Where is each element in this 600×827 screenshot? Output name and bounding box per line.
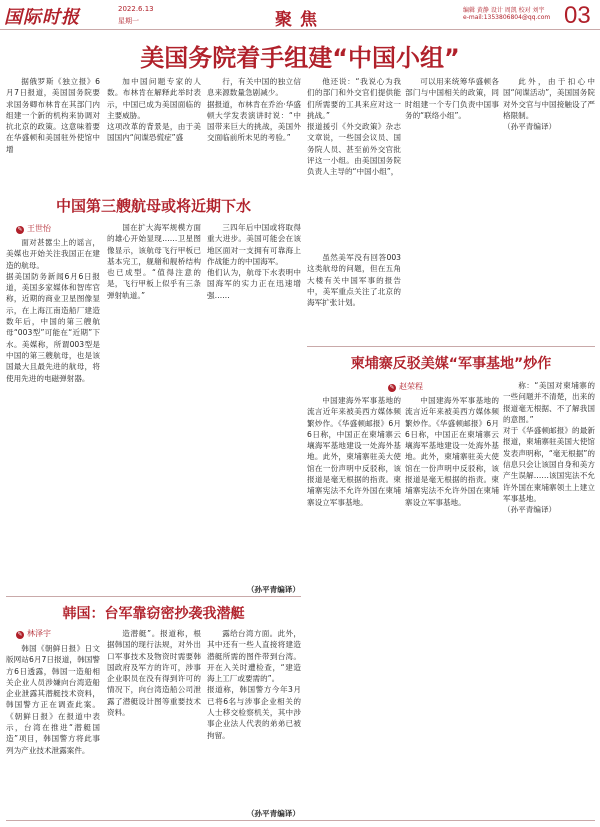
lead-article-col-2: 加中国问题专家的人数。布林肯在解释此举时表示，中国已成为美国面临的主要威胁。 这项改革的背景是，由于美国国内“间谍恐慌症”盛 (107, 77, 201, 143)
main-headline: 美国务院着手组建“中国小组” (140, 44, 460, 72)
carrier-article-col-2: 国在扩大海军规模方面的雄心开始显现……卫星图像显示，该航母飞行甲板已基本完工，舰艏和舰桥结构也已成型。“值得注意的是，飞行甲板上似乎有三条弹射轨道。” (107, 223, 201, 300)
korea-byline-name: 林泽宇 (27, 629, 51, 638)
cambodia-byline-name: 赵荣程 (399, 382, 423, 391)
carrier-article-col-3: 三四年后中国或将取得重大进步。美国可能会在该地区面对一支拥有可靠海上作战能力的中国海军。 他们认为，航母下水表明中国海军的实力正在迅速增强…… (207, 223, 301, 300)
korea-article-col-2: 造潜艇”。报道称，根据韩国的现行法规，对外出口军事技术及物资时需要韩国政府及军方的许可，涉事企业职员在没有得到许可的情况下，向台湾造船公司泄露了潜艇设计图等重要技术资料。 (107, 629, 201, 718)
carrier-article-headline: 中国第三艘航母或将近期下水 (55, 197, 251, 215)
carrier-article-col-1: 面对甚嚣尘上的谣言，美媒也开始关注我国正在建造的航母。 据美国防务新闻6月6日报道，美国多家媒体和智库官称，近期的商业卫星图像显示，在上海江南造船厂建造数年后，中国的第三艘航母“003型”可能在“近期”下水。美媒称，所谓003型是中国的第三艘航母，也是该国最大且最先进的航母，将使用先进的电磁弹射器。 (6, 238, 100, 383)
cambodia-article-byline (388, 381, 423, 392)
divider-lead-cambodia (307, 346, 595, 347)
korea-article-headline: 韩国：台军靠窃密抄袭我潜艇 (62, 606, 245, 622)
pen-icon: ✎ (17, 226, 23, 233)
newspaper-logo: 国际时报 (4, 7, 80, 28)
carrier-article-byline (16, 223, 51, 234)
lead-article-col-3: 行，有关中国的独立信息来源数量急剧减少。 据报道，布林肯在乔治·华盛顿大学发表演讲时说：“中国带来巨大的挑战，美国外交面临前所未见的考验。” (207, 77, 301, 143)
lead-article-col-1: 据俄罗斯《独立报》6月7日报道，美国国务院要求国务卿布林肯在其部门内组建一个新的机构来协调对抗北京的政策。这意味着要在华盛顿和美国驻外使馆中增 (6, 77, 100, 154)
page-number: 03 (564, 2, 591, 29)
carrier-byline-name: 王世怡 (27, 224, 51, 233)
issue-weekday: 星期一 (118, 17, 139, 25)
cambodia-article-col-1: 中国建海外军事基地的流言近年来被美西方媒体频繁炒作。《华盛顿邮报》6月6日称，中国正在柬埔寨云壤海军基地建设一处海外基地。此外，柬埔寨驻美大使馆在一份声明中反驳称，该报道是毫无根据的指责。柬埔寨宪法不允许外国在柬埔寨设立军事基地。 (405, 396, 499, 507)
pen-icon: ✎ (17, 631, 23, 638)
cambodia-article-col-0: 中国建海外军事基地的流言近年来被美西方媒体频繁炒作。《华盛顿邮报》6月6日称，中国正在柬埔寨云壤海军基地建设一处海外基地。此外，柬埔寨驻美大使馆在一份声明中反驳称，该报道是毫无根据的指责。柬埔寨宪法不允许外国在柬埔寨设立军事基地。 (307, 396, 401, 507)
cambodia-article-headline: 柬埔寨反驳美媒“军事基地”炒作 (350, 356, 552, 372)
divider-carrier-korea (6, 596, 301, 597)
pen-icon: ✎ (389, 384, 395, 391)
divider-bottom (6, 820, 595, 821)
korea-article-byline (16, 628, 51, 639)
lead-article-col-6: 此外，由于扣心中国“间谍活动”，美国国务院对外交官与中国接触设了严格限制。 （孙平青编译） (503, 77, 595, 132)
carrier-article-col-5: （孙平青编译） (246, 585, 300, 594)
korea-article-col-4: （孙平青编译） (246, 809, 300, 818)
korea-article-col-3: 露给台湾方面。此外，其中还有一些人直接将建造潜艇所需的图件带到台湾。开在入关时遭检查，“建造海上工厂或要需的”。 报道称，韩国警方今年3月已将6名与涉事企业相关的人士移交检察机关，其中涉事企业法人代表的弟弟已被拘留。 (207, 629, 301, 740)
korea-article-col-1: 韩国《朝鲜日报》日文版网站6月7日报道，韩国警方6日透露，韩国一造船相关企业人员涉嫌向台湾造船企业泄露其潜艇技术资料，韩国警方正在调查此案。《朝鲜日报》在报道中表示，台湾在推进“潜艇国造”项目，韩国警方将此事列为产业技术泄露案件。 (6, 644, 100, 755)
carrier-article-col-4: 虽然美军没有回答003这类航母的问题，但在五角大楼有关中国军事的报告中，美军重点关注了北京的海军扩张计划。 (307, 253, 401, 308)
editors-credit: 编辑 黄静 设计 周凯 校对 刘宇 e-mail:1353806804@qq.com (463, 7, 551, 22)
lead-article-col-4: 他还说：“我说心为我们的部门和外交官们提供能们所需要的工具来应对这一挑战。” 报道援引《外交政策》杂志文章说，一些国会议员、国务院人员、甚至前外交官批评这一小组。由美国国务院负责人主导的“中国小组”， (307, 77, 401, 177)
section-title: 聚焦 (275, 10, 325, 30)
masthead (0, 0, 600, 30)
issue-date: 2022.6.13 (118, 5, 154, 13)
cambodia-article-col-2: 称：“美国对柬埔寨的一些问题并不清楚，出来的报道毫无根据、不了解我国的意图。” 对于《华盛顿邮报》的最新报道，柬埔寨驻美国大使馆发表声明称，“毫无根据”的信息只会让该国自身和美方产生误解……该国宪法不允许外国在柬埔寨领土上建立军事基地。 （孙平青编译） (503, 381, 595, 515)
lead-article-col-5: 可以用来统筹华盛顿各部门与中国相关的政策，同时组建一个专门负责中国事务的“联络小组”。 (405, 77, 499, 120)
